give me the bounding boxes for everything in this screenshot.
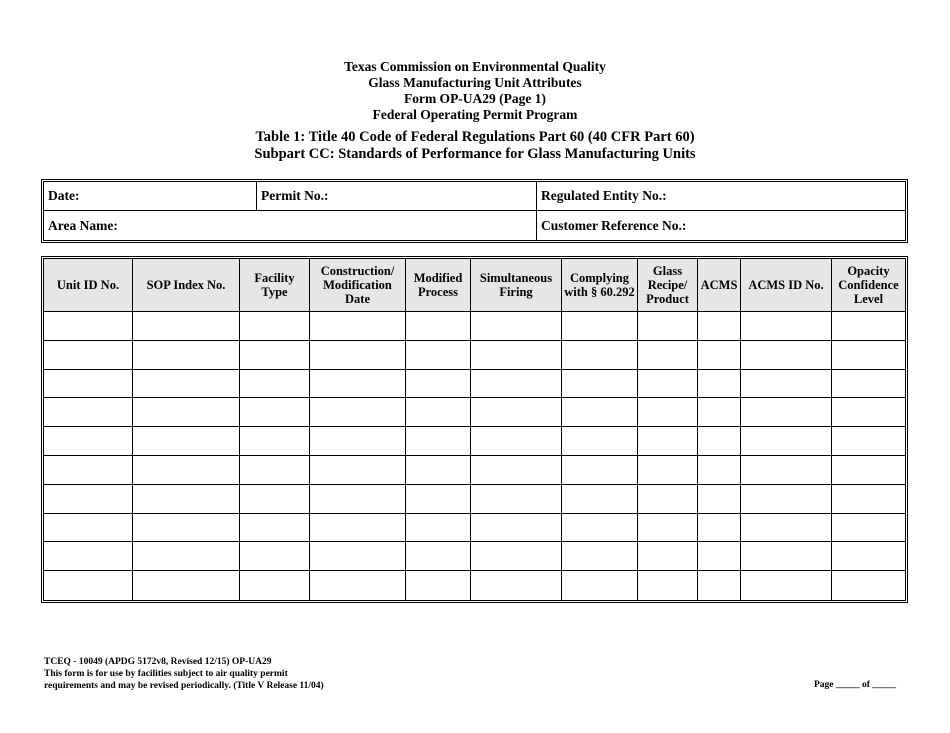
- permit-number-field[interactable]: Permit No.:: [257, 182, 537, 211]
- col-glass-recipe: Glass Recipe/ Product: [638, 259, 698, 312]
- table-row: [44, 398, 905, 427]
- entry-cell[interactable]: [44, 370, 133, 399]
- entry-cell[interactable]: [310, 514, 406, 543]
- entry-cell[interactable]: [638, 514, 698, 543]
- entry-cell[interactable]: [310, 571, 406, 600]
- entry-cell[interactable]: [562, 398, 638, 427]
- entry-cell[interactable]: [698, 571, 741, 600]
- entry-cell[interactable]: [240, 514, 310, 543]
- entry-cell[interactable]: [638, 370, 698, 399]
- entry-cell[interactable]: [562, 341, 638, 370]
- form-number: Form OP-UA29 (Page 1): [403, 91, 547, 106]
- entry-cell[interactable]: [133, 485, 240, 514]
- col-facility-type: Facility Type: [240, 259, 310, 312]
- entry-cell[interactable]: [741, 341, 832, 370]
- table-row: [44, 341, 905, 370]
- entry-cell[interactable]: [741, 427, 832, 456]
- entry-cell[interactable]: [240, 312, 310, 341]
- entry-cell[interactable]: [698, 370, 741, 399]
- form-usage-note: This form is for use by facilities subject to air quality permit: [44, 669, 288, 679]
- entry-cell[interactable]: [44, 312, 133, 341]
- entry-cell[interactable]: [406, 456, 471, 485]
- entry-cell[interactable]: [832, 514, 905, 543]
- table-row: [44, 485, 905, 514]
- col-acms-id: ACMS ID No.: [741, 259, 832, 312]
- table-row: [44, 427, 905, 456]
- entry-cell[interactable]: [133, 514, 240, 543]
- regulated-entity-field[interactable]: Regulated Entity No.:: [537, 182, 905, 211]
- entry-cell[interactable]: [471, 341, 562, 370]
- entry-cell[interactable]: [832, 542, 905, 571]
- entry-cell[interactable]: [698, 341, 741, 370]
- col-sop-index: SOP Index No.: [133, 259, 240, 312]
- table-subtitle: Subpart CC: Standards of Performance for Glass Manufacturing Units: [254, 146, 696, 162]
- entry-cell[interactable]: [310, 370, 406, 399]
- table-title: Table 1: Title 40 Code of Federal Regulations Part 60 (40 CFR Part 60): [255, 129, 695, 145]
- entry-cell[interactable]: [562, 370, 638, 399]
- entry-cell[interactable]: [406, 542, 471, 571]
- entry-cell[interactable]: [562, 485, 638, 514]
- entry-cell[interactable]: [638, 341, 698, 370]
- col-simultaneous-firing: Simultaneous Firing: [471, 259, 562, 312]
- col-unit-id: Unit ID No.: [44, 259, 133, 312]
- entry-cell[interactable]: [471, 571, 562, 600]
- entry-cell[interactable]: [832, 312, 905, 341]
- entry-cell[interactable]: [698, 427, 741, 456]
- table-row: [44, 370, 905, 399]
- entry-cell[interactable]: [638, 456, 698, 485]
- entry-cell[interactable]: [471, 312, 562, 341]
- entry-cell[interactable]: [832, 456, 905, 485]
- entry-cell[interactable]: [832, 341, 905, 370]
- entry-cell[interactable]: [44, 427, 133, 456]
- entry-cell[interactable]: [471, 370, 562, 399]
- entry-cell[interactable]: [698, 542, 741, 571]
- entry-cell[interactable]: [698, 312, 741, 341]
- entry-cell[interactable]: [741, 398, 832, 427]
- entry-cell[interactable]: [406, 341, 471, 370]
- entry-cell[interactable]: [741, 542, 832, 571]
- entry-cell[interactable]: [310, 398, 406, 427]
- entry-cell[interactable]: [406, 485, 471, 514]
- entry-cell[interactable]: [638, 398, 698, 427]
- entry-cell[interactable]: [832, 571, 905, 600]
- entry-cell[interactable]: [310, 485, 406, 514]
- entry-cell[interactable]: [310, 542, 406, 571]
- table-row: [44, 456, 905, 485]
- entry-cell[interactable]: [562, 514, 638, 543]
- entry-cell[interactable]: [832, 370, 905, 399]
- entry-cell[interactable]: [406, 398, 471, 427]
- entry-cell[interactable]: [133, 427, 240, 456]
- entry-cell[interactable]: [310, 341, 406, 370]
- form-subject: Glass Manufacturing Unit Attributes: [368, 75, 582, 90]
- table-row: [44, 571, 905, 600]
- entry-cell[interactable]: [133, 312, 240, 341]
- entry-cell[interactable]: [133, 341, 240, 370]
- entry-cell[interactable]: [562, 456, 638, 485]
- entry-cell[interactable]: [832, 398, 905, 427]
- entry-cell[interactable]: [133, 398, 240, 427]
- form-release-note: requirements and may be revised periodically. (Title V Release 11/04): [44, 681, 324, 691]
- unit-attributes-table: [41, 256, 908, 603]
- entry-cell[interactable]: [832, 427, 905, 456]
- entry-cell[interactable]: [240, 542, 310, 571]
- form-header: [0, 59, 950, 163]
- entry-cell[interactable]: [471, 427, 562, 456]
- entry-cell[interactable]: [638, 542, 698, 571]
- entry-cell[interactable]: [44, 542, 133, 571]
- entry-cell[interactable]: [562, 542, 638, 571]
- entry-cell[interactable]: [406, 514, 471, 543]
- header-row: [44, 259, 905, 312]
- entry-cell[interactable]: [406, 312, 471, 341]
- entry-cell[interactable]: [698, 514, 741, 543]
- entry-cell[interactable]: [638, 427, 698, 456]
- entry-cell[interactable]: [44, 514, 133, 543]
- entry-cell[interactable]: [698, 398, 741, 427]
- entry-cell[interactable]: [638, 312, 698, 341]
- entry-cell[interactable]: [240, 427, 310, 456]
- entry-cell[interactable]: [240, 571, 310, 600]
- entry-cell[interactable]: [741, 456, 832, 485]
- entry-cell[interactable]: [133, 571, 240, 600]
- form-footer: [44, 656, 324, 692]
- entry-cell[interactable]: [741, 514, 832, 543]
- identification-table: [41, 179, 908, 243]
- entry-cell[interactable]: [741, 571, 832, 600]
- entry-cell[interactable]: [832, 485, 905, 514]
- col-complying: Complying with § 60.292: [562, 259, 638, 312]
- entry-cell[interactable]: [240, 485, 310, 514]
- entry-cell[interactable]: [44, 341, 133, 370]
- entry-cell[interactable]: [44, 571, 133, 600]
- entry-cell[interactable]: [562, 312, 638, 341]
- col-acms: ACMS: [698, 259, 741, 312]
- col-construction-date: Construction/ Modification Date: [310, 259, 406, 312]
- entry-cell[interactable]: [562, 427, 638, 456]
- entry-cell[interactable]: [638, 485, 698, 514]
- date-field[interactable]: Date:: [44, 182, 257, 211]
- entry-cell[interactable]: [471, 485, 562, 514]
- entry-cell[interactable]: [471, 398, 562, 427]
- entry-cell[interactable]: [741, 485, 832, 514]
- entry-cell[interactable]: [133, 542, 240, 571]
- agency-name: Texas Commission on Environmental Quality: [344, 59, 606, 74]
- entry-cell[interactable]: [471, 514, 562, 543]
- col-modified-process: Modified Process: [406, 259, 471, 312]
- table-row: [44, 514, 905, 543]
- entry-cell[interactable]: [638, 571, 698, 600]
- entry-cell[interactable]: [741, 312, 832, 341]
- customer-reference-field[interactable]: Customer Reference No.:: [541, 217, 687, 233]
- entry-cell[interactable]: [240, 341, 310, 370]
- entry-cell[interactable]: [133, 456, 240, 485]
- entry-cell[interactable]: [44, 485, 133, 514]
- entry-cell[interactable]: [44, 456, 133, 485]
- entry-cell[interactable]: [698, 485, 741, 514]
- entry-cell[interactable]: [406, 427, 471, 456]
- table-row: [44, 542, 905, 571]
- col-opacity-level: Opacity Confidence Level: [832, 259, 905, 312]
- entry-cell[interactable]: [471, 542, 562, 571]
- entry-cell[interactable]: [562, 571, 638, 600]
- entry-cell[interactable]: [310, 427, 406, 456]
- entry-cell[interactable]: [406, 571, 471, 600]
- entry-cell[interactable]: [698, 456, 741, 485]
- entry-cell[interactable]: [406, 370, 471, 399]
- area-name-field[interactable]: Area Name:: [44, 211, 537, 240]
- entry-cell[interactable]: [240, 370, 310, 399]
- entry-cell[interactable]: [240, 398, 310, 427]
- form-revision: TCEQ - 10049 (APDG 5172v8, Revised 12/15) OP-UA29: [44, 657, 272, 667]
- page-number: Page _____ of _____: [814, 680, 897, 690]
- entry-cell[interactable]: [310, 312, 406, 341]
- program-name: Federal Operating Permit Program: [372, 107, 578, 122]
- entry-cell[interactable]: [310, 456, 406, 485]
- entry-cell[interactable]: [133, 370, 240, 399]
- entry-cell[interactable]: [471, 456, 562, 485]
- table-row: [44, 312, 905, 341]
- entry-cell[interactable]: [44, 398, 133, 427]
- entry-cell[interactable]: [741, 370, 832, 399]
- entry-cell[interactable]: [240, 456, 310, 485]
